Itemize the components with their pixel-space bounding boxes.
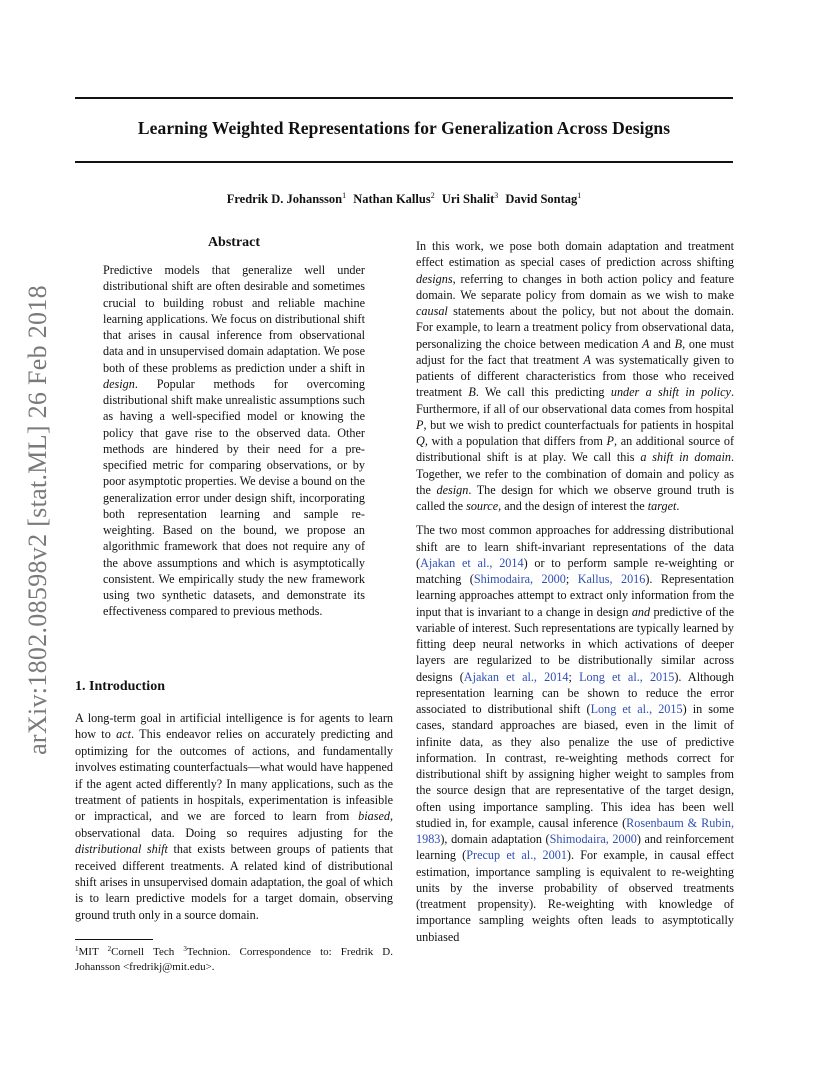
citation-link[interactable]: Shimodaira, 2000: [549, 832, 637, 846]
abstract-heading: Abstract: [207, 235, 261, 250]
introduction-paragraph: A long-term goal in artificial intelligence is for agents to learn how to act. This endeavor relies on accurately predicting and optimizing for the outcomes of actions, and fundamentally involves estimating counterfactuals—what would have happened if the agent acted differently? In many applications, such as the treatment of patients in hospitals, experimentation is infeasible or impractical, and we are forced to learn from biased, observational data. Doing so requires adjusting for the distributional shift that exists between groups of patients that received different treatments. A related kind of distributional shift arises in unsupervised domain adaptation, the goal of which is to learn predictive models for a target domain, observing ground truth only in a source domain.: [75, 711, 394, 922]
author-list: [75, 191, 733, 207]
paper-title: Learning Weighted Representations for Generalization Across Designs: [137, 118, 671, 138]
author-2: Nathan Kallus$^2$: [353, 191, 435, 206]
author-4: David Sontag$^1$: [505, 191, 582, 206]
citation-link[interactable]: Long et al., 2015: [579, 669, 675, 684]
citation-link[interactable]: Ajakan et al., 2014: [463, 669, 569, 684]
citation-link[interactable]: Shimodaira, 2000: [473, 572, 566, 586]
body-paragraph-designs: In this work, we pose both domain adaptation and treatment effect estimation as special cases of prediction across shifting designs, referring to changes in both action policy and feature domain. We separate policy from domain as we wish to make causal statements about the policy, but not about the domain. For example, to learn a treatment policy from observational data, personalizing the choice between medication A and B, one must adjust for the fact that treatment A was systematically given to patients of different characteristics from those who received treatment B. We call this predicting under a shift in policy. Furthermore, if all of our observational data comes from hospital P, but we wish to predict counterfactuals for patients in hospital Q, with a population that differs from P, an additional source of distributional shift is at play. We call this a shift in domain. Together, we refer to the combination of domain and policy as the design. The design for which we observe ground truth is called the source, and the design of interest the target.: [416, 239, 735, 513]
footnote-rule: [75, 939, 153, 940]
body-paragraph-approaches: The two most common approaches for addressing distributional shift are to learn shift-invariant representations of the data (Ajakan et al., 2014) or to perform sample re-weighting or matching (Shimodaira, 2000; Kallus, 2016). Representation learning approaches attempt to extract only information from the input that is invariant to a change in design and predictive of the variable of interest. Such representations are typically learned by fitting deep neural networks in which activations of deeper layers are regularized to be distributionally similar across designs (Ajakan et al., 2014; Long et al., 2015). Although representation learning can be shown to reduce the error associated to distributional shift (Long et al., 2015) in some cases, standard approaches are biased, even in the limit of infinite data, as they also penalize the use of predictive information. In contrast, re-weighting methods correct for distributional shift by assigning higher weight to samples from the source design that are representative of the target design, often using importance sampling. This idea has been well studied in, for example, causal inference (Rosenbaum & Rubin, 1983), domain adaptation (Shimodaira, 2000) and reinforcement learning (Precup et al., 2001). For example, in causal effect estimation, importance sampling is equivalent to re-weighting units by the inverse probability of observed treatments (treatment propensity). Re-weighting with knowledge of importance sampling weights often leads to asymptotically unbiased: [416, 523, 734, 944]
arxiv-identifier: arXiv:1802.08598v2 [stat.ML] 26 Feb 2018: [23, 285, 52, 755]
citation-link[interactable]: Ajakan et al., 2014: [420, 555, 524, 570]
citation-link[interactable]: Precup et al., 2001: [466, 848, 567, 863]
right-column: [416, 238, 734, 953]
citation-link[interactable]: Kallus, 2016: [577, 572, 646, 586]
citation-link[interactable]: Long et al., 2015: [590, 702, 683, 716]
citation-link[interactable]: Rosenbaum & Rubin, 1983: [416, 815, 734, 846]
title-top-rule: [75, 97, 733, 99]
left-column: [75, 235, 393, 620]
author-3: Uri Shalit$^3$: [441, 191, 499, 206]
affiliation-footnote: $^1$MIT $^2$Cornell Tech $^3$Technion. Correspondence to: Fredrik D. Johansson <fredrikj@mit.edu>.: [75, 945, 394, 973]
author-1: Fredrik D. Johansson$^1$: [226, 191, 347, 206]
introduction-heading: 1. Introduction: [75, 679, 165, 694]
title-bottom-rule: [75, 161, 733, 163]
abstract-body: Predictive models that generalize well under distributional shift are often desirable and sometimes crucial to building robust and reliable machine learning applications. We focus on distributional shift that arises in causal inference from observational data and in unsupervised domain adaptation. We pose both of these problems as prediction under a shift in design. Popular methods for overcoming distributional shift make unrealistic assumptions such as having a well-specified model or knowing the policy that gave rise to the observed data. Other methods are hindered by their need for a pre-specified metric for comparing observations, or by poor asymptotic properties. We devise a bound on the generalization error under design shift, incorporating both representation learning and sample re-weighting. Based on the bound, we propose an algorithmic framework that does not require any of the above assumptions and which is asymptotically consistent. We empirically study the new framework using two synthetic datasets, and demonstrate its effectiveness compared to previous methods.: [103, 263, 365, 619]
